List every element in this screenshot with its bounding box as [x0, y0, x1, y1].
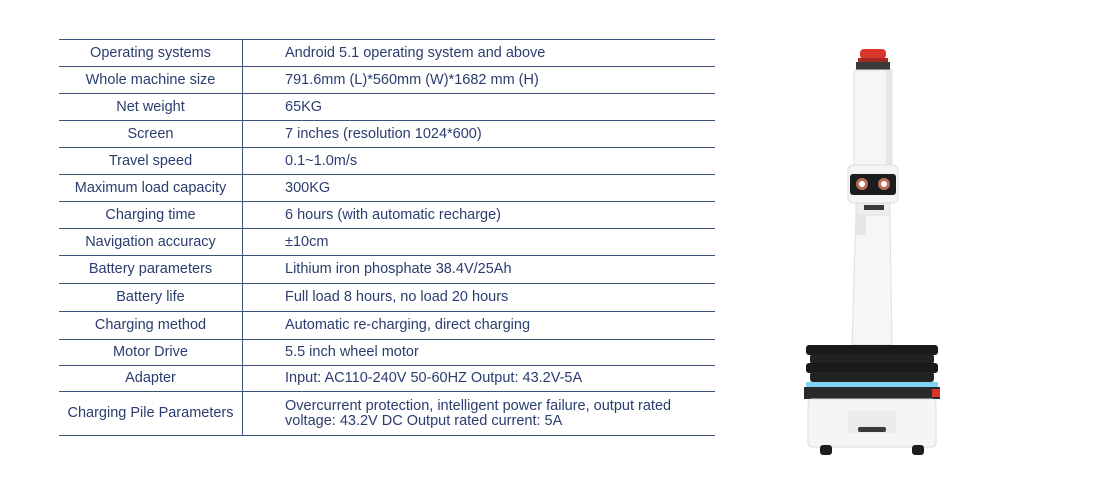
spec-table — [59, 39, 715, 436]
spec-value: 65KG — [243, 94, 716, 121]
spec-row — [59, 148, 715, 175]
spec-row — [59, 94, 715, 121]
spec-value: 0.1~1.0m/s — [243, 148, 716, 175]
spec-label: Operating systems — [59, 40, 243, 67]
spec-row — [59, 202, 715, 229]
spec-row — [59, 175, 715, 202]
spec-value: Android 5.1 operating system and above — [243, 40, 716, 67]
spec-row — [59, 229, 715, 256]
spec-label: Charging method — [59, 312, 243, 340]
spec-row — [59, 340, 715, 366]
spec-row — [59, 392, 715, 436]
spec-value: Lithium iron phosphate 38.4V/25Ah — [243, 256, 716, 284]
spec-value: 791.6mm (L)*560mm (W)*1682 mm (H) — [243, 67, 716, 94]
spec-row — [59, 67, 715, 94]
spec-row — [59, 40, 715, 67]
spec-value: 5.5 inch wheel motor — [243, 340, 716, 366]
spec-table-body — [59, 40, 715, 436]
spec-row — [59, 312, 715, 340]
robot-product-image — [800, 45, 945, 460]
spec-row — [59, 284, 715, 312]
spec-label: Charging time — [59, 202, 243, 229]
spec-label: Whole machine size — [59, 67, 243, 94]
spec-label: Battery life — [59, 284, 243, 312]
spec-value: Automatic re-charging, direct charging — [243, 312, 716, 340]
spec-label: Charging Pile Parameters — [59, 392, 243, 436]
spec-label: Travel speed — [59, 148, 243, 175]
spec-value: Input: AC110-240V 50-60HZ Output: 43.2V-5A — [243, 366, 716, 392]
spec-label: Navigation accuracy — [59, 229, 243, 256]
spec-label: Battery parameters — [59, 256, 243, 284]
spec-value: 6 hours (with automatic recharge) — [243, 202, 716, 229]
spec-label: Screen — [59, 121, 243, 148]
spec-label: Net weight — [59, 94, 243, 121]
spec-value: 7 inches (resolution 1024*600) — [243, 121, 716, 148]
spec-value: Overcurrent protection, intelligent power failure, output rated voltage: 43.2V DC Output rated current: 5A — [243, 392, 716, 436]
spec-row — [59, 256, 715, 284]
spec-value: Full load 8 hours, no load 20 hours — [243, 284, 716, 312]
spec-value: ±10cm — [243, 229, 716, 256]
spec-label: Motor Drive — [59, 340, 243, 366]
spec-label: Maximum load capacity — [59, 175, 243, 202]
spec-label: Adapter — [59, 366, 243, 392]
spec-row — [59, 366, 715, 392]
spec-row — [59, 121, 715, 148]
spec-value: 300KG — [243, 175, 716, 202]
